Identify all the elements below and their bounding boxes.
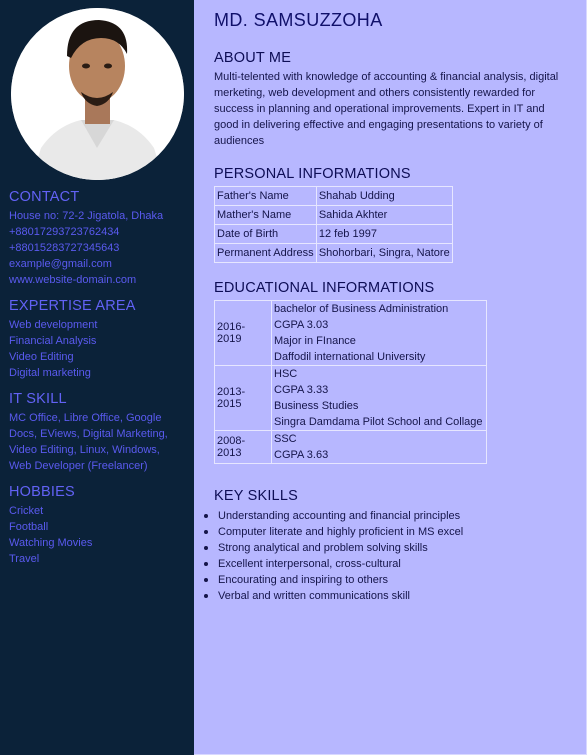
it-skill-title: IT SKILL — [9, 391, 67, 407]
education-line: Business Studies — [274, 400, 359, 412]
personal-label: Mather's Name — [215, 206, 317, 225]
contact-address: House no: 72-2 Jigatola, Dhaka — [9, 210, 164, 222]
education-line: Singra Damdama Pilot School and Collage — [274, 416, 483, 428]
about-title: ABOUT ME — [214, 50, 292, 66]
education-details — [272, 301, 487, 366]
skill-text: Encourating and inspiring to others — [218, 574, 388, 586]
hobby-item: Travel — [9, 553, 40, 565]
expertise-item: Video Editing — [9, 351, 74, 363]
expertise-item: Digital marketing — [9, 367, 91, 379]
expertise-section — [9, 298, 189, 381]
contact-website[interactable]: www.website-domain.com — [9, 274, 137, 286]
contact-email[interactable]: example@gmail.com — [9, 258, 112, 270]
personal-label: Father's Name — [215, 187, 317, 206]
bullet-icon — [204, 530, 208, 534]
education-details — [272, 431, 487, 464]
contact-phone-2[interactable]: +88015283727345643 — [9, 242, 120, 254]
education-year: 2008-2013 — [215, 431, 272, 464]
hobby-item: Cricket — [9, 505, 44, 517]
bullet-icon — [204, 546, 208, 550]
it-skill-line: Web Developer (Freelancer) — [9, 460, 148, 472]
table-row — [215, 301, 487, 366]
list-item — [218, 588, 463, 604]
contact-title: CONTACT — [9, 189, 80, 205]
skill-text: Excellent interpersonal, cross-cultural — [218, 558, 401, 570]
personal-value: Sahida Akhter — [316, 206, 452, 225]
education-line: CGPA 3.63 — [274, 449, 329, 461]
bullet-icon — [204, 594, 208, 598]
list-item — [218, 556, 463, 572]
education-year: 2016-2019 — [215, 301, 272, 366]
education-table — [214, 300, 487, 464]
expertise-title: EXPERTISE AREA — [9, 298, 136, 314]
it-skill-section — [9, 391, 189, 474]
education-title: EDUCATIONAL INFORMATIONS — [214, 280, 435, 296]
skill-text: Understanding accounting and financial principles — [218, 510, 461, 522]
about-text: Multi-telented with knowledge of accounting & financial analysis, digital merketing, web development and others consistently rewarded for success in planning and operational improvements. Expert in IT and good in delivering effective and engaging presentations to variety of audiences — [214, 71, 559, 147]
contact-phone-1[interactable]: +88017293723762434 — [9, 226, 120, 238]
education-line: SSC — [274, 433, 297, 445]
skill-text: Strong analytical and problem solving skills — [218, 542, 428, 554]
education-line: bachelor of Business Administration — [274, 303, 449, 315]
personal-value: Shohorbari, Singra, Natore — [316, 244, 452, 263]
education-line: CGPA 3.33 — [274, 384, 329, 396]
table-row — [215, 431, 487, 464]
list-item — [218, 540, 463, 556]
skill-text: Verbal and written communications skill — [218, 590, 410, 602]
person-name: MD. SAMSUZZOHA — [214, 10, 383, 30]
personal-info-table — [214, 186, 453, 263]
education-line: Major in FInance — [274, 335, 356, 347]
list-item — [218, 572, 463, 588]
bullet-icon — [204, 514, 208, 518]
table-row — [215, 225, 453, 244]
table-row — [215, 206, 453, 225]
table-row — [215, 366, 487, 431]
list-item — [218, 524, 463, 540]
bullet-icon — [204, 562, 208, 566]
table-row — [215, 244, 453, 263]
personal-value: 12 feb 1997 — [316, 225, 452, 244]
profile-photo — [11, 8, 184, 180]
expertise-item: Web development — [9, 319, 98, 331]
contact-section — [9, 189, 189, 288]
skill-text: Computer literate and highly proficient in MS excel — [218, 526, 464, 538]
main-content — [194, 0, 587, 755]
profile-photo-illustration — [11, 8, 184, 180]
education-line: Daffodil international University — [274, 351, 426, 363]
education-line: CGPA 3.03 — [274, 319, 329, 331]
sidebar — [0, 0, 194, 755]
hobby-item: Football — [9, 521, 49, 533]
list-item — [218, 508, 463, 524]
table-row — [215, 187, 453, 206]
education-details — [272, 366, 487, 431]
hobbies-title: HOBBIES — [9, 484, 75, 500]
it-skill-line: Docs, EViews, Digital Marketing, — [9, 428, 168, 440]
personal-value: Shahab Udding — [316, 187, 452, 206]
bullet-icon — [204, 578, 208, 582]
education-year: 2013-2015 — [215, 366, 272, 431]
key-skills-list — [218, 508, 463, 604]
personal-label: Date of Birth — [215, 225, 317, 244]
education-line: HSC — [274, 368, 298, 380]
personal-label: Permanent Address — [215, 244, 317, 263]
hobbies-section — [9, 484, 189, 567]
it-skill-line: MC Office, Libre Office, Google — [9, 412, 162, 424]
it-skill-line: Video Editing, Linux, Windows, — [9, 444, 160, 456]
key-skills-title: KEY SKILLS — [214, 488, 298, 504]
personal-title: PERSONAL INFORMATIONS — [214, 166, 411, 182]
expertise-item: Financial Analysis — [9, 335, 97, 347]
hobby-item: Watching Movies — [9, 537, 93, 549]
